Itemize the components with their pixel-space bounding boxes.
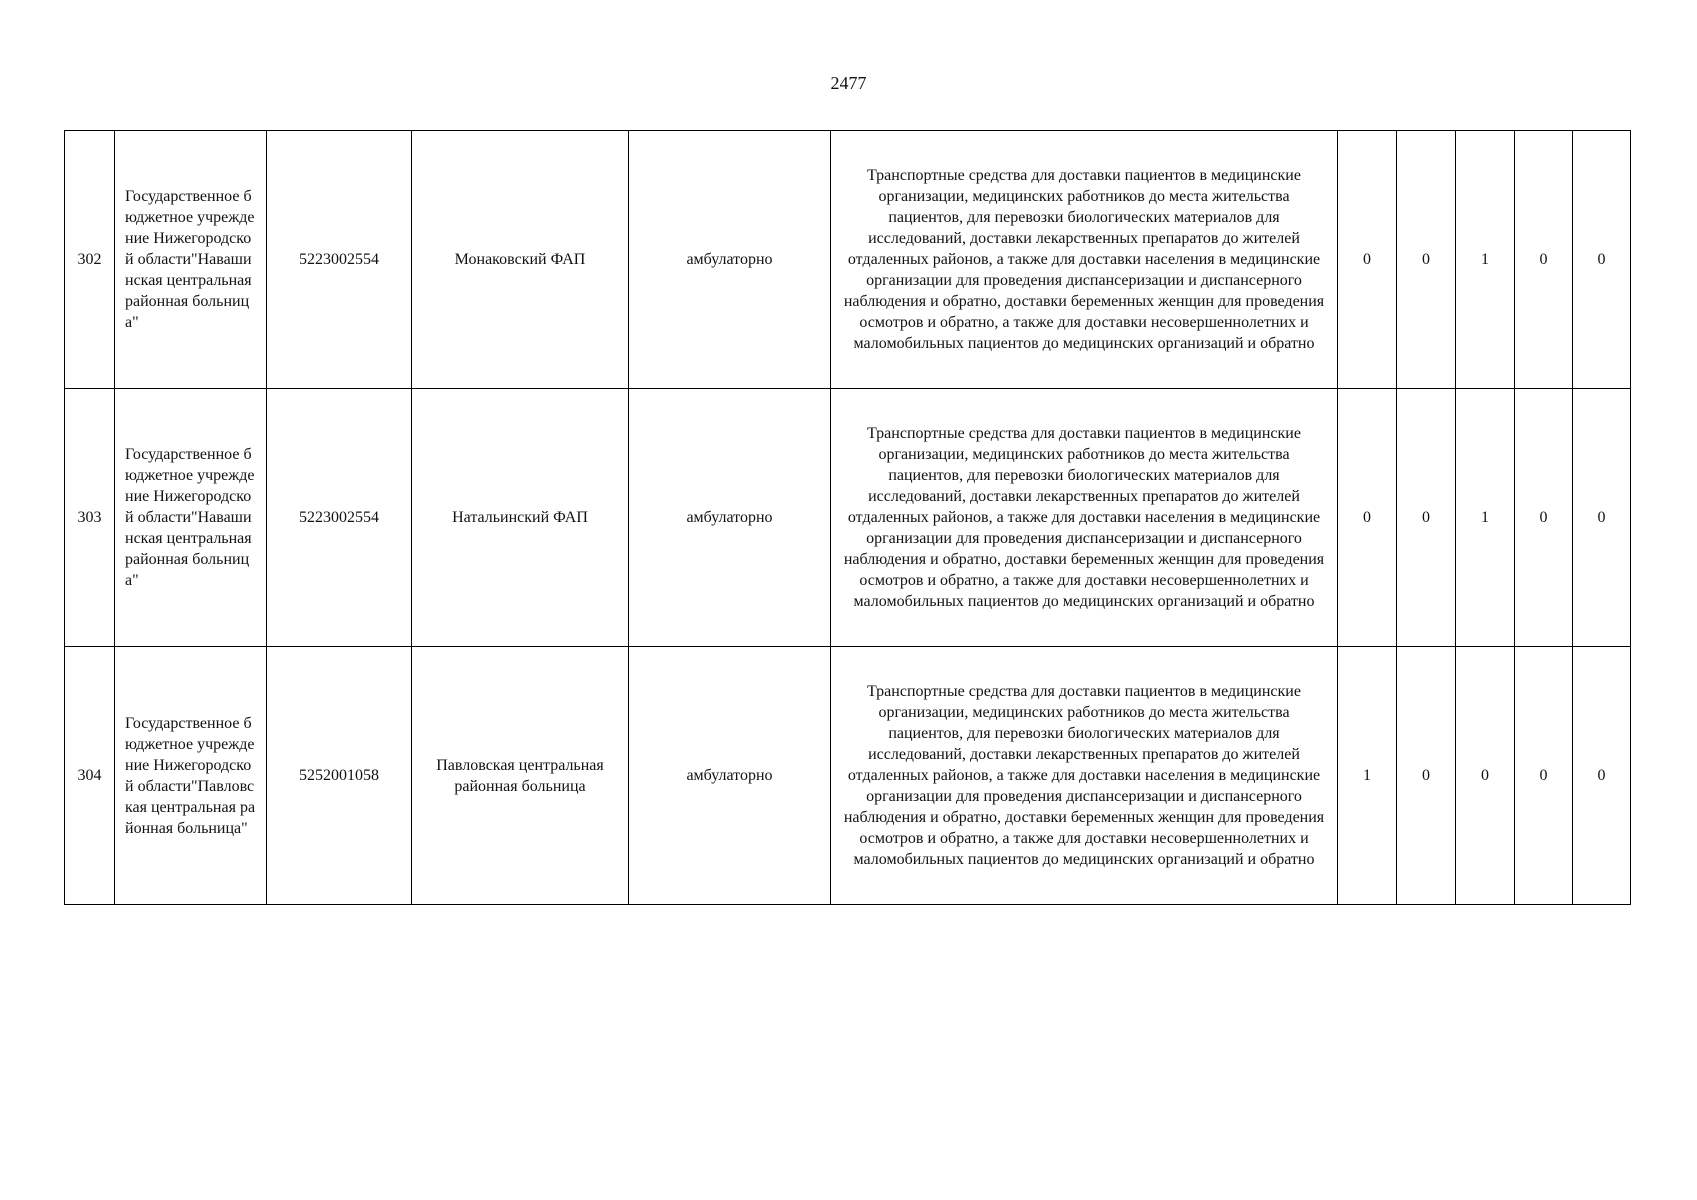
count-cell: 0 [1338,131,1397,389]
transport-description: Транспортные средства для доставки пациентов в медицинские организации, медицинских работников до места жительства пациентов, для перевозки биологических материалов для исследований, доставки лекарственных препаратов до жителей отдаленных районов, а также для доставки населения в медицинские организации для проведения диспансеризации и диспансерного наблюдения и обратно, доставки беременных женщин для проведения осмотров и обратно, а также для доставки несовершеннолетних и маломобильных пациентов до медицинских организаций и обратно [831,647,1338,905]
count-cell: 0 [1515,389,1573,647]
count-cell: 1 [1456,389,1515,647]
inn-cell: 5223002554 [267,131,412,389]
unit-name: Монаковский ФАП [412,131,629,389]
count-cell: 0 [1338,389,1397,647]
count-cell: 1 [1338,647,1397,905]
count-cell: 0 [1397,647,1456,905]
count-cell: 0 [1397,389,1456,647]
count-cell: 0 [1397,131,1456,389]
care-type: амбулаторно [629,647,831,905]
unit-name: Павловская центральная районная больница [412,647,629,905]
row-number: 302 [65,131,115,389]
count-cell: 0 [1573,647,1631,905]
care-type: амбулаторно [629,389,831,647]
row-number: 303 [65,389,115,647]
transport-description: Транспортные средства для доставки пациентов в медицинские организации, медицинских работников до места жительства пациентов, для перевозки биологических материалов для исследований, доставки лекарственных препаратов до жителей отдаленных районов, а также для доставки населения в медицинские организации для проведения диспансеризации и диспансерного наблюдения и обратно, доставки беременных женщин для проведения осмотров и обратно, а также для доставки несовершеннолетних и маломобильных пациентов до медицинских организаций и обратно [831,389,1338,647]
organization-name: Государственное бюджетное учреждение Нижегородской области"Павловская центральная районная больница" [115,647,267,905]
row-number: 304 [65,647,115,905]
organization-name: Государственное бюджетное учреждение Нижегородской области"Навашинская центральная районная больница" [115,389,267,647]
table-row [65,131,1631,389]
table-row [65,389,1631,647]
facilities-table [64,130,1631,905]
count-cell: 0 [1573,389,1631,647]
inn-cell: 5223002554 [267,389,412,647]
count-cell: 0 [1456,647,1515,905]
care-type: амбулаторно [629,131,831,389]
table-row [65,647,1631,905]
unit-name: Натальинский ФАП [412,389,629,647]
count-cell: 0 [1573,131,1631,389]
page-number: 2477 [830,73,867,93]
inn-cell: 5252001058 [267,647,412,905]
count-cell: 0 [1515,647,1573,905]
transport-description: Транспортные средства для доставки пациентов в медицинские организации, медицинских работников до места жительства пациентов, для перевозки биологических материалов для исследований, доставки лекарственных препаратов до жителей отдаленных районов, а также для доставки населения в медицинские организации для проведения диспансеризации и диспансерного наблюдения и обратно, доставки беременных женщин для проведения осмотров и обратно, а также для доставки несовершеннолетних и маломобильных пациентов до медицинских организаций и обратно [831,131,1338,389]
organization-name: Государственное бюджетное учреждение Нижегородской области"Навашинская центральная районная больница" [115,131,267,389]
count-cell: 0 [1515,131,1573,389]
count-cell: 1 [1456,131,1515,389]
